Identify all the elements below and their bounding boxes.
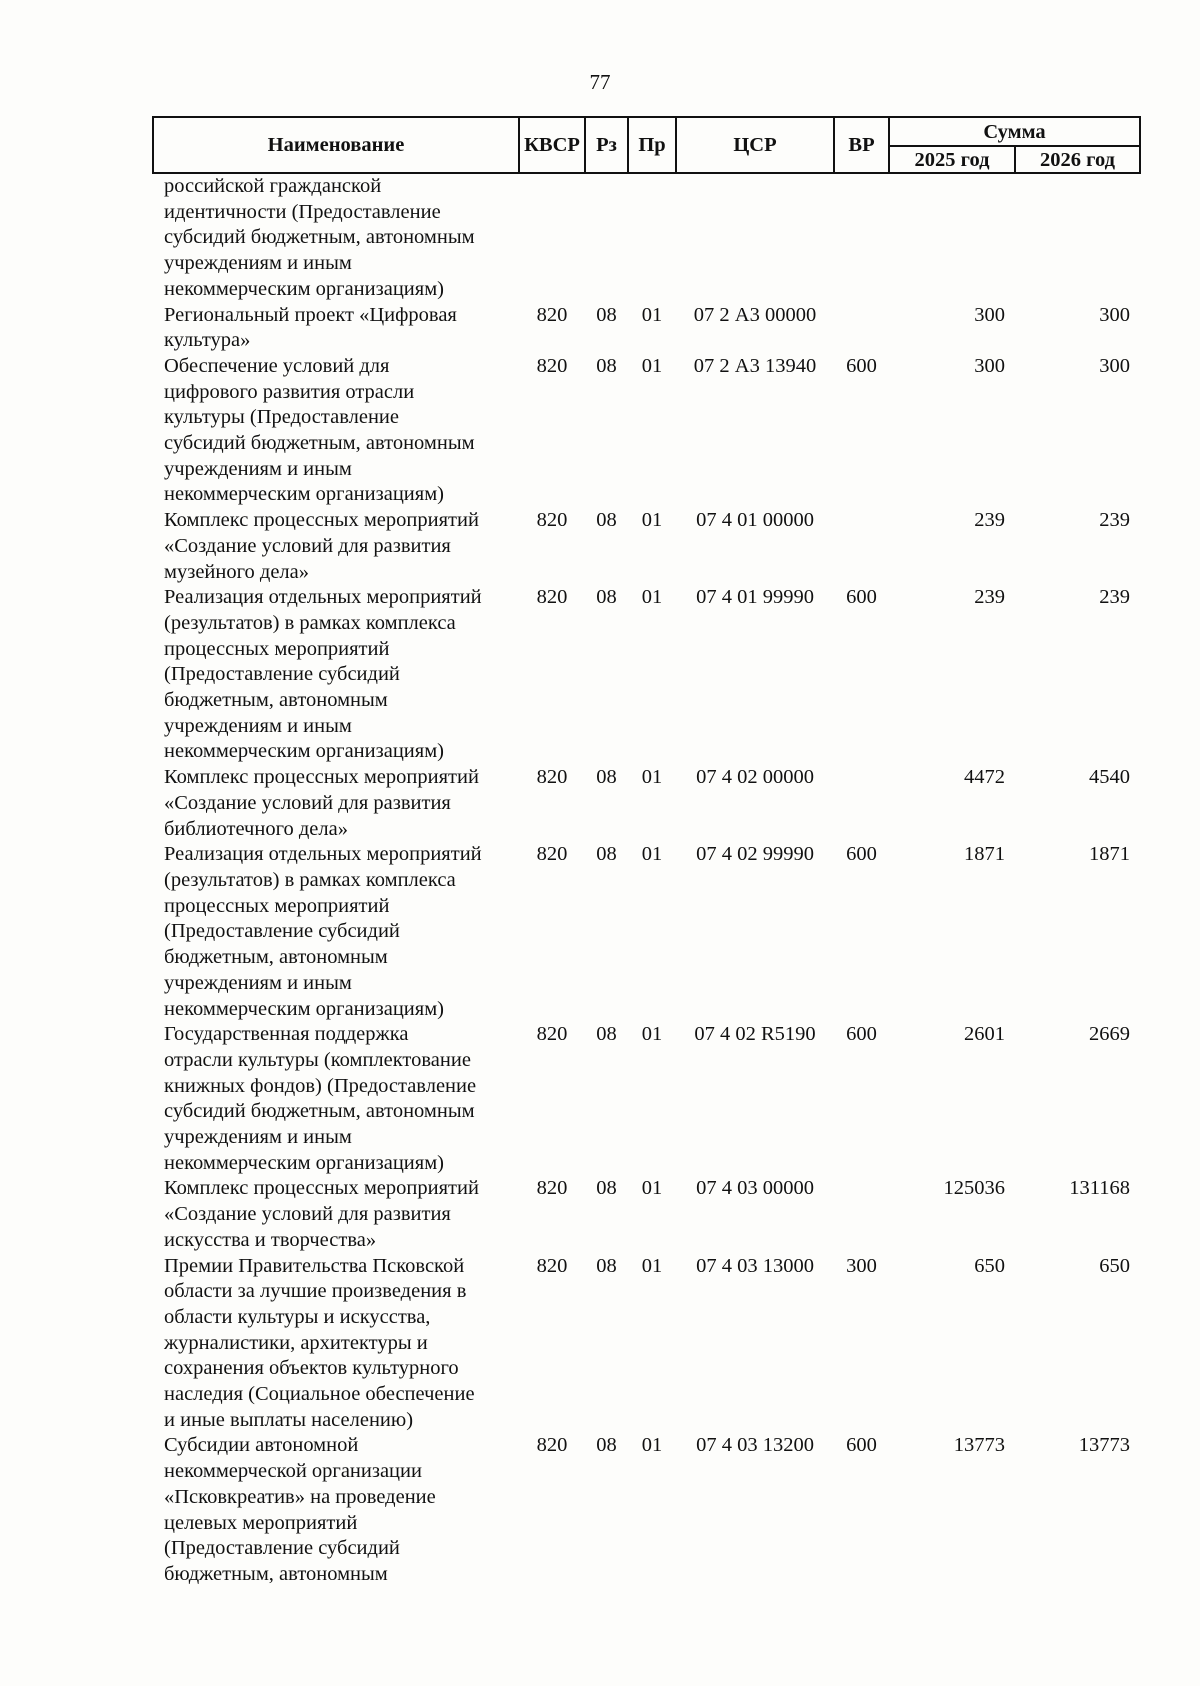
cell-pr: 01 xyxy=(641,303,663,326)
cell-rz: 08 xyxy=(596,354,617,377)
cell-kvsr: 820 xyxy=(536,1023,568,1046)
cell-sum-2026: 1871 xyxy=(1089,843,1130,866)
cell-name-line: «Создание условий для развития xyxy=(164,1203,451,1226)
table-row xyxy=(153,354,1140,508)
cell-name-line: бюджетным, автономным xyxy=(164,946,388,969)
table-header xyxy=(153,117,1140,173)
cell-pr: 01 xyxy=(641,1254,663,1277)
cell-name xyxy=(153,1176,519,1253)
cell-name-line: целевых мероприятий xyxy=(164,1511,358,1534)
cell-name-line: бюджетным, автономным xyxy=(164,689,388,712)
cell-sum-2026: 239 xyxy=(1099,509,1130,532)
table-row xyxy=(153,1254,1140,1434)
cell-sum-2026: 650 xyxy=(1099,1254,1130,1277)
cell-rz: 08 xyxy=(596,509,617,532)
cell-name-line: учреждениям и иным xyxy=(164,457,352,480)
table-row xyxy=(153,173,1140,303)
cell-name-line: библиотечного дела» xyxy=(164,817,348,840)
cell-name-line: некоммерческим организациям) xyxy=(164,483,444,506)
cell-pr: 01 xyxy=(641,586,663,609)
cell-rz: 08 xyxy=(596,586,617,609)
cell-csr: 07 2 А3 00000 xyxy=(693,303,817,326)
cell-rz: 08 xyxy=(596,1023,617,1046)
cell-pr: 01 xyxy=(641,843,663,866)
cell-name-line: и иные выплаты населению) xyxy=(164,1408,414,1431)
cell-name-line: Комплекс процессных мероприятий xyxy=(164,766,479,789)
cell-csr: 07 4 02 00000 xyxy=(696,766,814,789)
cell-sum-2026 xyxy=(1015,173,1140,303)
cell-name-line: субсидий бюджетным, автономным xyxy=(164,432,475,455)
cell-name-line: Премии Правительства Псковской xyxy=(164,1254,465,1277)
table-row xyxy=(153,303,1140,354)
cell-sum-2025: 650 xyxy=(974,1254,1005,1277)
cell-vr: 300 xyxy=(846,1254,877,1277)
cell-name-line: «Псковкреатив» на проведение xyxy=(164,1485,436,1508)
cell-kvsr: 820 xyxy=(536,586,568,609)
budget-table xyxy=(152,116,1141,1588)
cell-name-line: (Предоставление субсидий xyxy=(164,1537,400,1560)
cell-csr: 07 4 01 99990 xyxy=(696,586,814,609)
cell-name-line: субсидий бюджетным, автономным xyxy=(164,226,475,249)
cell-sum-2025: 125036 xyxy=(943,1177,1005,1200)
cell-pr: 01 xyxy=(641,354,663,377)
cell-sum-2026: 4540 xyxy=(1089,766,1130,789)
table-row xyxy=(153,1433,1140,1587)
header-sum: Сумма xyxy=(889,117,1140,146)
cell-vr xyxy=(834,303,889,354)
cell-name-line: отрасли культуры (комплектование xyxy=(164,1048,471,1071)
cell-name-line: учреждениям и иным xyxy=(164,1126,352,1149)
cell-name-line: книжных фондов) (Предоставление xyxy=(164,1074,477,1097)
cell-name xyxy=(153,1254,519,1434)
cell-name-line: Субсидии автономной xyxy=(164,1434,359,1457)
cell-name-line: некоммерческой организации xyxy=(164,1460,422,1483)
cell-name-line: области за лучшие произведения в xyxy=(164,1280,467,1303)
cell-name-line: субсидий бюджетным, автономным xyxy=(164,1100,475,1123)
page-number: 77 xyxy=(589,70,611,94)
cell-vr: 600 xyxy=(846,586,877,609)
cell-name-line: культуры (Предоставление xyxy=(164,406,399,429)
cell-kvsr: 820 xyxy=(536,1254,568,1277)
cell-name-line: некоммерческим организациям) xyxy=(164,1151,444,1174)
cell-name xyxy=(153,765,519,842)
cell-rz: 08 xyxy=(596,1434,617,1457)
cell-name-line: Государственная поддержка xyxy=(164,1023,409,1046)
cell-kvsr: 820 xyxy=(536,766,568,789)
cell-name-line: «Создание условий для развития xyxy=(164,791,451,814)
cell-vr: 600 xyxy=(846,1434,877,1457)
cell-name-line: учреждениям и иным xyxy=(164,252,352,275)
cell-sum-2025: 13773 xyxy=(953,1434,1005,1457)
cell-pr: 01 xyxy=(641,1434,663,1457)
header-pr: Пр xyxy=(628,117,676,173)
cell-name-line: Комплекс процессных мероприятий xyxy=(164,1177,479,1200)
cell-name xyxy=(153,842,519,1022)
cell-name-line: учреждениям и иным xyxy=(164,714,352,737)
cell-name-line: Реализация отдельных мероприятий xyxy=(164,586,482,609)
cell-vr xyxy=(834,173,889,303)
cell-rz: 08 xyxy=(596,303,617,326)
table-body xyxy=(153,173,1140,1588)
cell-kvsr: 820 xyxy=(536,509,568,532)
cell-rz: 08 xyxy=(596,843,617,866)
cell-vr: 600 xyxy=(846,1023,877,1046)
cell-name xyxy=(153,303,519,354)
cell-name-line: учреждениям и иным xyxy=(164,971,352,994)
cell-sum-2025: 2601 xyxy=(964,1023,1005,1046)
header-vr: ВР xyxy=(834,117,889,173)
cell-name-line: идентичности (Предоставление xyxy=(164,200,441,223)
header-year-2025: 2025 год xyxy=(889,146,1015,173)
cell-sum-2025 xyxy=(889,173,1015,303)
cell-name xyxy=(153,1433,519,1587)
cell-rz: 08 xyxy=(596,766,617,789)
cell-name-line: культура» xyxy=(164,329,251,352)
cell-name-line: (Предоставление субсидий xyxy=(164,920,400,943)
cell-name xyxy=(153,508,519,585)
cell-name-line: Комплекс процессных мероприятий xyxy=(164,509,479,532)
cell-name-line: наследия (Социальное обеспечение xyxy=(164,1383,475,1406)
cell-csr: 07 4 01 00000 xyxy=(696,509,814,532)
cell-csr: 07 4 02 99990 xyxy=(696,843,814,866)
cell-name-line: российской гражданской xyxy=(164,175,382,197)
cell-sum-2025: 300 xyxy=(974,303,1005,326)
header-year-2026: 2026 год xyxy=(1015,146,1140,173)
cell-name-line: некоммерческим организациям) xyxy=(164,740,444,763)
header-csr: ЦСР xyxy=(676,117,834,173)
header-kvsr: КВСР xyxy=(519,117,585,173)
cell-kvsr: 820 xyxy=(536,1177,568,1200)
cell-kvsr: 820 xyxy=(536,354,568,377)
cell-name-line: некоммерческим организациям) xyxy=(164,277,444,300)
cell-csr: 07 2 А3 13940 xyxy=(693,354,817,377)
cell-name-line: (Предоставление субсидий xyxy=(164,663,400,686)
cell-name-line: бюджетным, автономным xyxy=(164,1562,388,1585)
cell-sum-2026: 131168 xyxy=(1069,1177,1130,1200)
cell-vr: 600 xyxy=(846,354,877,377)
table-row xyxy=(153,842,1140,1022)
cell-pr: 01 xyxy=(641,1177,663,1200)
cell-name-line: музейного дела» xyxy=(164,560,309,583)
cell-name-line: некоммерческим организациям) xyxy=(164,997,444,1020)
cell-sum-2025: 239 xyxy=(974,586,1005,609)
cell-name-line: (результатов) в рамках комплекса xyxy=(164,868,456,891)
header-name: Наименование xyxy=(153,117,519,173)
cell-name-line: процессных мероприятий xyxy=(164,637,390,660)
cell-name-line: искусства и творчества» xyxy=(164,1228,377,1251)
cell-sum-2026: 13773 xyxy=(1078,1434,1130,1457)
cell-rz xyxy=(585,173,628,303)
cell-name-line: журналистики, архитектуры и xyxy=(164,1331,428,1354)
cell-sum-2026: 2669 xyxy=(1089,1023,1130,1046)
cell-name-line: Реализация отдельных мероприятий xyxy=(164,843,482,866)
cell-name-line: Региональный проект «Цифровая xyxy=(164,303,457,326)
table-row xyxy=(153,1022,1140,1176)
cell-pr: 01 xyxy=(641,1023,663,1046)
cell-name-line: «Создание условий для развития xyxy=(164,534,451,557)
cell-name-line: сохранения объектов культурного xyxy=(164,1357,459,1380)
cell-csr: 07 4 03 13200 xyxy=(696,1434,814,1457)
cell-name xyxy=(153,173,519,303)
cell-kvsr: 820 xyxy=(536,303,568,326)
cell-name-line: (результатов) в рамках комплекса xyxy=(164,611,456,634)
cell-kvsr: 820 xyxy=(536,1434,568,1457)
cell-name xyxy=(153,585,519,765)
cell-name xyxy=(153,1022,519,1176)
cell-sum-2025: 300 xyxy=(974,354,1005,377)
cell-name-line: цифрового развития отрасли xyxy=(164,380,415,403)
cell-pr: 01 xyxy=(641,509,663,532)
cell-vr: 600 xyxy=(846,843,877,866)
cell-csr: 07 4 03 00000 xyxy=(696,1177,814,1200)
cell-csr: 07 4 03 13000 xyxy=(696,1254,814,1277)
cell-name-line: Обеспечение условий для xyxy=(164,354,390,377)
cell-sum-2025: 4472 xyxy=(964,766,1005,789)
table-row xyxy=(153,1176,1140,1253)
cell-pr: 01 xyxy=(641,766,663,789)
cell-sum-2026: 239 xyxy=(1099,586,1130,609)
cell-name-line: области культуры и искусства, xyxy=(164,1305,431,1328)
cell-sum-2026: 300 xyxy=(1099,303,1130,326)
cell-name-line: процессных мероприятий xyxy=(164,894,390,917)
header-rz: Рз xyxy=(585,117,628,173)
cell-sum-2025: 239 xyxy=(974,509,1005,532)
cell-csr xyxy=(676,173,834,303)
cell-name xyxy=(153,354,519,508)
cell-vr xyxy=(834,508,889,585)
cell-rz: 08 xyxy=(596,1177,617,1200)
cell-sum-2025: 1871 xyxy=(964,843,1005,866)
cell-csr: 07 4 02 R5190 xyxy=(694,1023,816,1046)
cell-kvsr xyxy=(519,173,585,303)
cell-sum-2026: 300 xyxy=(1099,354,1130,377)
table-row xyxy=(153,508,1140,585)
cell-kvsr: 820 xyxy=(536,843,568,866)
cell-rz: 08 xyxy=(596,1254,617,1277)
table-row xyxy=(153,585,1140,765)
cell-vr xyxy=(834,1176,889,1253)
cell-vr xyxy=(834,765,889,842)
cell-pr xyxy=(628,173,676,303)
table-row xyxy=(153,765,1140,842)
